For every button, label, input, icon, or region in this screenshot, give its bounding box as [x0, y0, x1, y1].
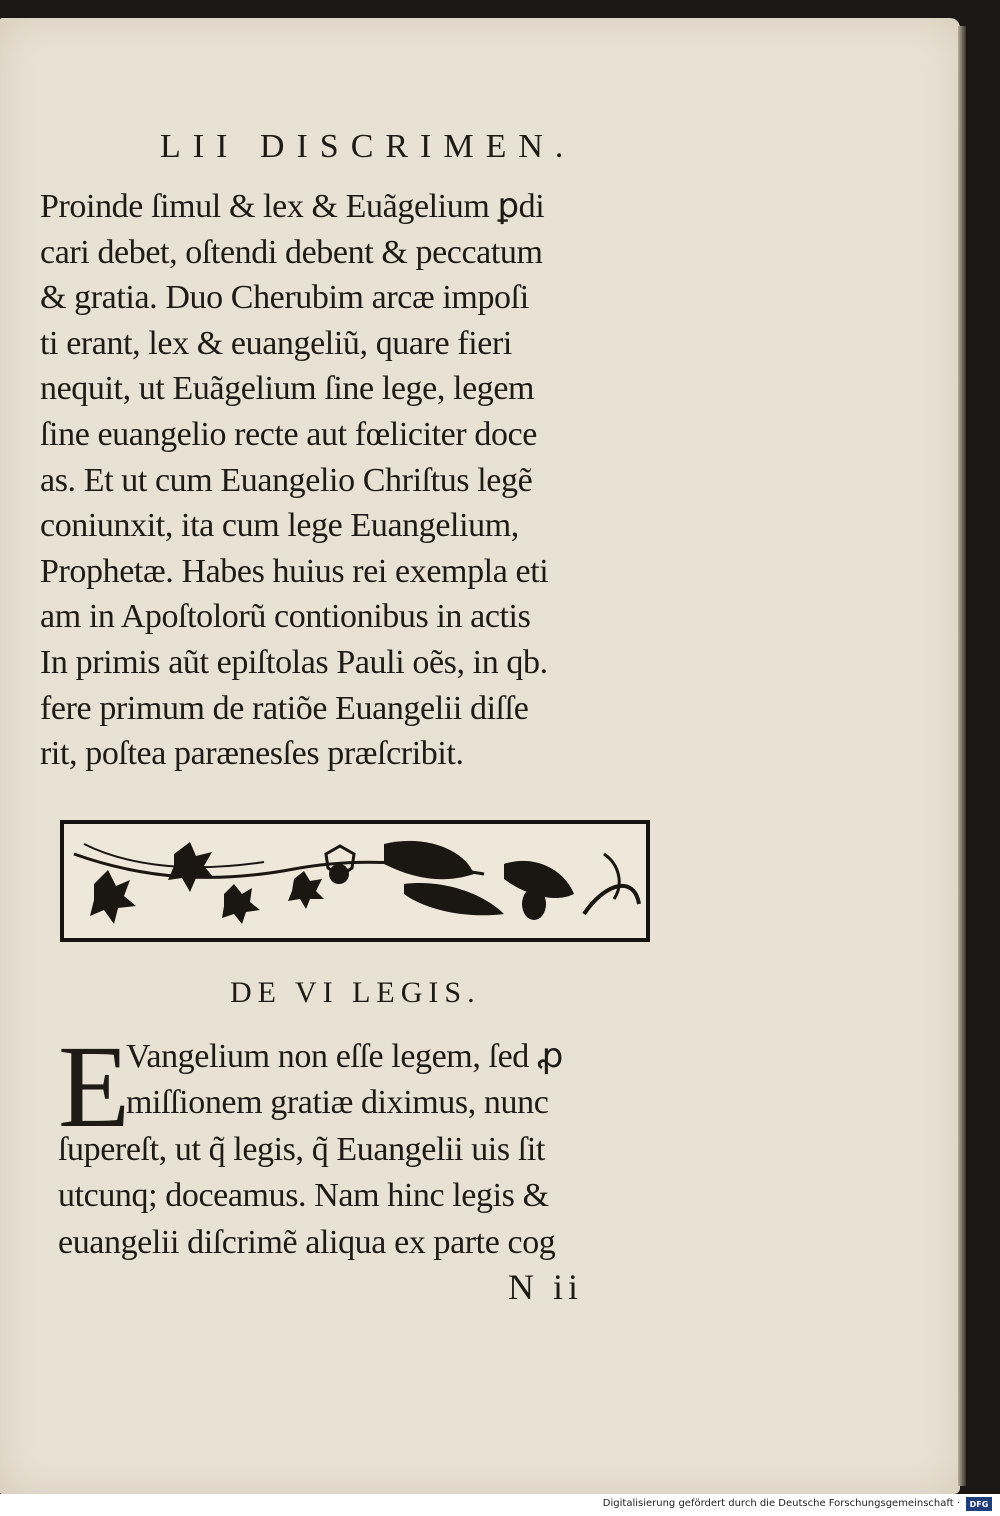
main-paragraph	[40, 184, 670, 777]
section-heading: DE VI LEGIS.	[230, 976, 481, 1009]
text-line: & gratia. Duo Cherubim arcæ impoſi	[40, 279, 529, 317]
text-line: In primis aũt epiſtolas Pauli oẽs, in qb.	[40, 643, 548, 681]
drop-cap-initial: E	[58, 1021, 131, 1152]
funding-credit: Digitalisierung gefördert durch die Deutsche Forschungsgemeinschaft ·	[602, 1498, 960, 1509]
text-line: am in Apoſtolorũ contionibus in actis	[40, 598, 531, 636]
woodcut-ornament	[60, 820, 650, 942]
vine-ornament-icon	[64, 824, 646, 938]
signature-mark: N ii	[508, 1267, 584, 1307]
text-line: Vangelium non eſſe legem, ſed ꝓ	[126, 1038, 563, 1075]
text-line: ſupereſt, ut q̃ legis, q̃ Euangelii uis ſit	[58, 1130, 545, 1168]
text-line: ſine euangelio recte aut fœliciter doce	[40, 415, 537, 453]
text-line: Prophetæ. Habes huius rei exempla eti	[40, 552, 549, 590]
running-head: LII DISCRIMEN.	[160, 128, 576, 165]
section-paragraph	[58, 1034, 678, 1266]
page-edge	[958, 26, 966, 1486]
text-line: euangelii diſcrimẽ aliqua ex parte cog	[58, 1223, 556, 1261]
text-line: nequit, ut Euãgelium ſine lege, legem	[40, 370, 535, 408]
text-line: ti erant, lex & euangeliũ, quare fieri	[40, 324, 512, 362]
text-line: coniunxit, ita cum lege Euangelium,	[40, 507, 519, 545]
text-line: miſſionem gratiæ diximus, nunc	[126, 1084, 549, 1122]
text-line: as. Et ut cum Euangelio Chriſtus legẽ	[40, 461, 533, 499]
footer-bar	[0, 1494, 1000, 1516]
text-line: cari debet, oſtendi debent & peccatum	[40, 233, 543, 271]
text-line: fere primum de ratiõe Euangelii diſſe	[40, 689, 529, 727]
text-line: Proinde ſimul & lex & Euãgelium ꝑdi	[40, 188, 545, 225]
text-line: rit, poſtea parænesſes præſcribit.	[40, 735, 464, 773]
dfg-logo-icon: DFG	[966, 1497, 992, 1511]
text-line: utcunq; doceamus. Nam hinc legis &	[58, 1177, 549, 1215]
